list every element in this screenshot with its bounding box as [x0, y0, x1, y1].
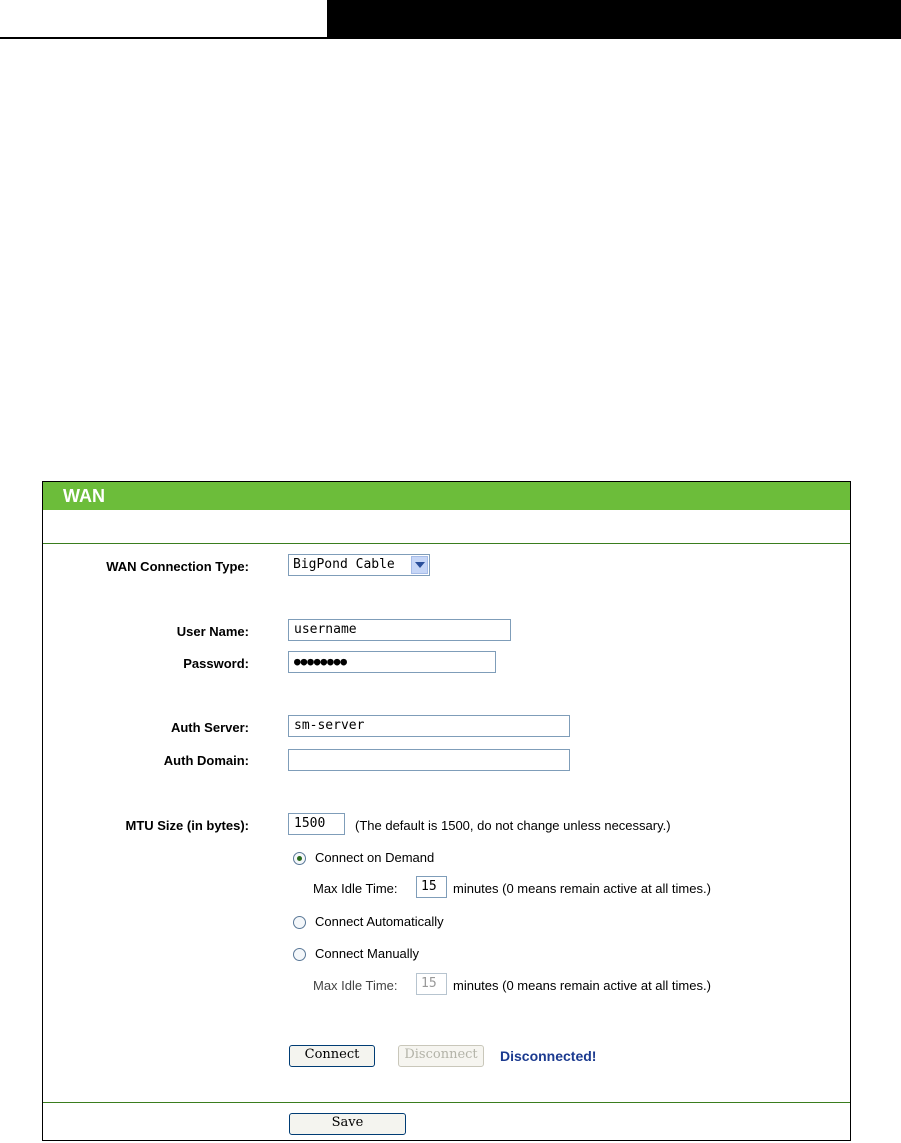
idle-demand-note: minutes (0 means remain active at all times.) — [453, 881, 711, 896]
connect-manually-label: Connect Manually — [315, 946, 420, 961]
password-input[interactable]: ●●●●●●●● — [288, 651, 496, 673]
wan-type-value: BigPond Cable — [293, 557, 395, 572]
panel-title: WAN — [43, 482, 850, 510]
wan-type-label: WAN Connection Type: — [106, 559, 249, 574]
idle-demand-label: Max Idle Time: — [313, 881, 398, 896]
connect-automatically-label: Connect Automatically — [315, 914, 444, 929]
username-input[interactable]: username — [288, 619, 511, 641]
password-label: Password: — [183, 656, 249, 671]
mtu-label: MTU Size (in bytes): — [125, 818, 249, 833]
wan-panel — [42, 481, 851, 1141]
auth-domain-label: Auth Domain: — [163, 753, 249, 768]
connect-button[interactable]: Connect — [289, 1045, 375, 1067]
idle-demand-input[interactable]: 15 — [416, 876, 447, 898]
wan-type-select[interactable] — [288, 554, 430, 576]
auth-domain-input[interactable] — [288, 749, 570, 771]
connect-on-demand-label: Connect on Demand — [315, 850, 435, 865]
divider-top — [43, 543, 850, 544]
connection-status: Disconnected! — [500, 1048, 597, 1064]
disconnect-button[interactable]: Disconnect — [398, 1045, 484, 1067]
idle-manual-note: minutes (0 means remain active at all times.) — [453, 978, 711, 993]
chevron-down-icon[interactable] — [411, 556, 428, 574]
divider-bottom — [43, 1102, 850, 1103]
connect-on-demand-radio[interactable] — [293, 852, 306, 865]
idle-manual-input[interactable]: 15 — [416, 973, 447, 995]
header-black-bar — [327, 0, 901, 39]
header-underline — [0, 37, 330, 39]
mtu-note: (The default is 1500, do not change unless necessary.) — [355, 818, 671, 833]
auth-server-label: Auth Server: — [170, 720, 249, 735]
mtu-input[interactable]: 1500 — [288, 813, 345, 835]
connect-manually-radio[interactable] — [293, 948, 306, 961]
connect-automatically-radio[interactable] — [293, 916, 306, 929]
username-label: User Name: — [176, 624, 249, 639]
auth-server-input[interactable]: sm-server — [288, 715, 570, 737]
save-button[interactable]: Save — [289, 1113, 406, 1135]
idle-manual-label: Max Idle Time: — [313, 978, 398, 993]
